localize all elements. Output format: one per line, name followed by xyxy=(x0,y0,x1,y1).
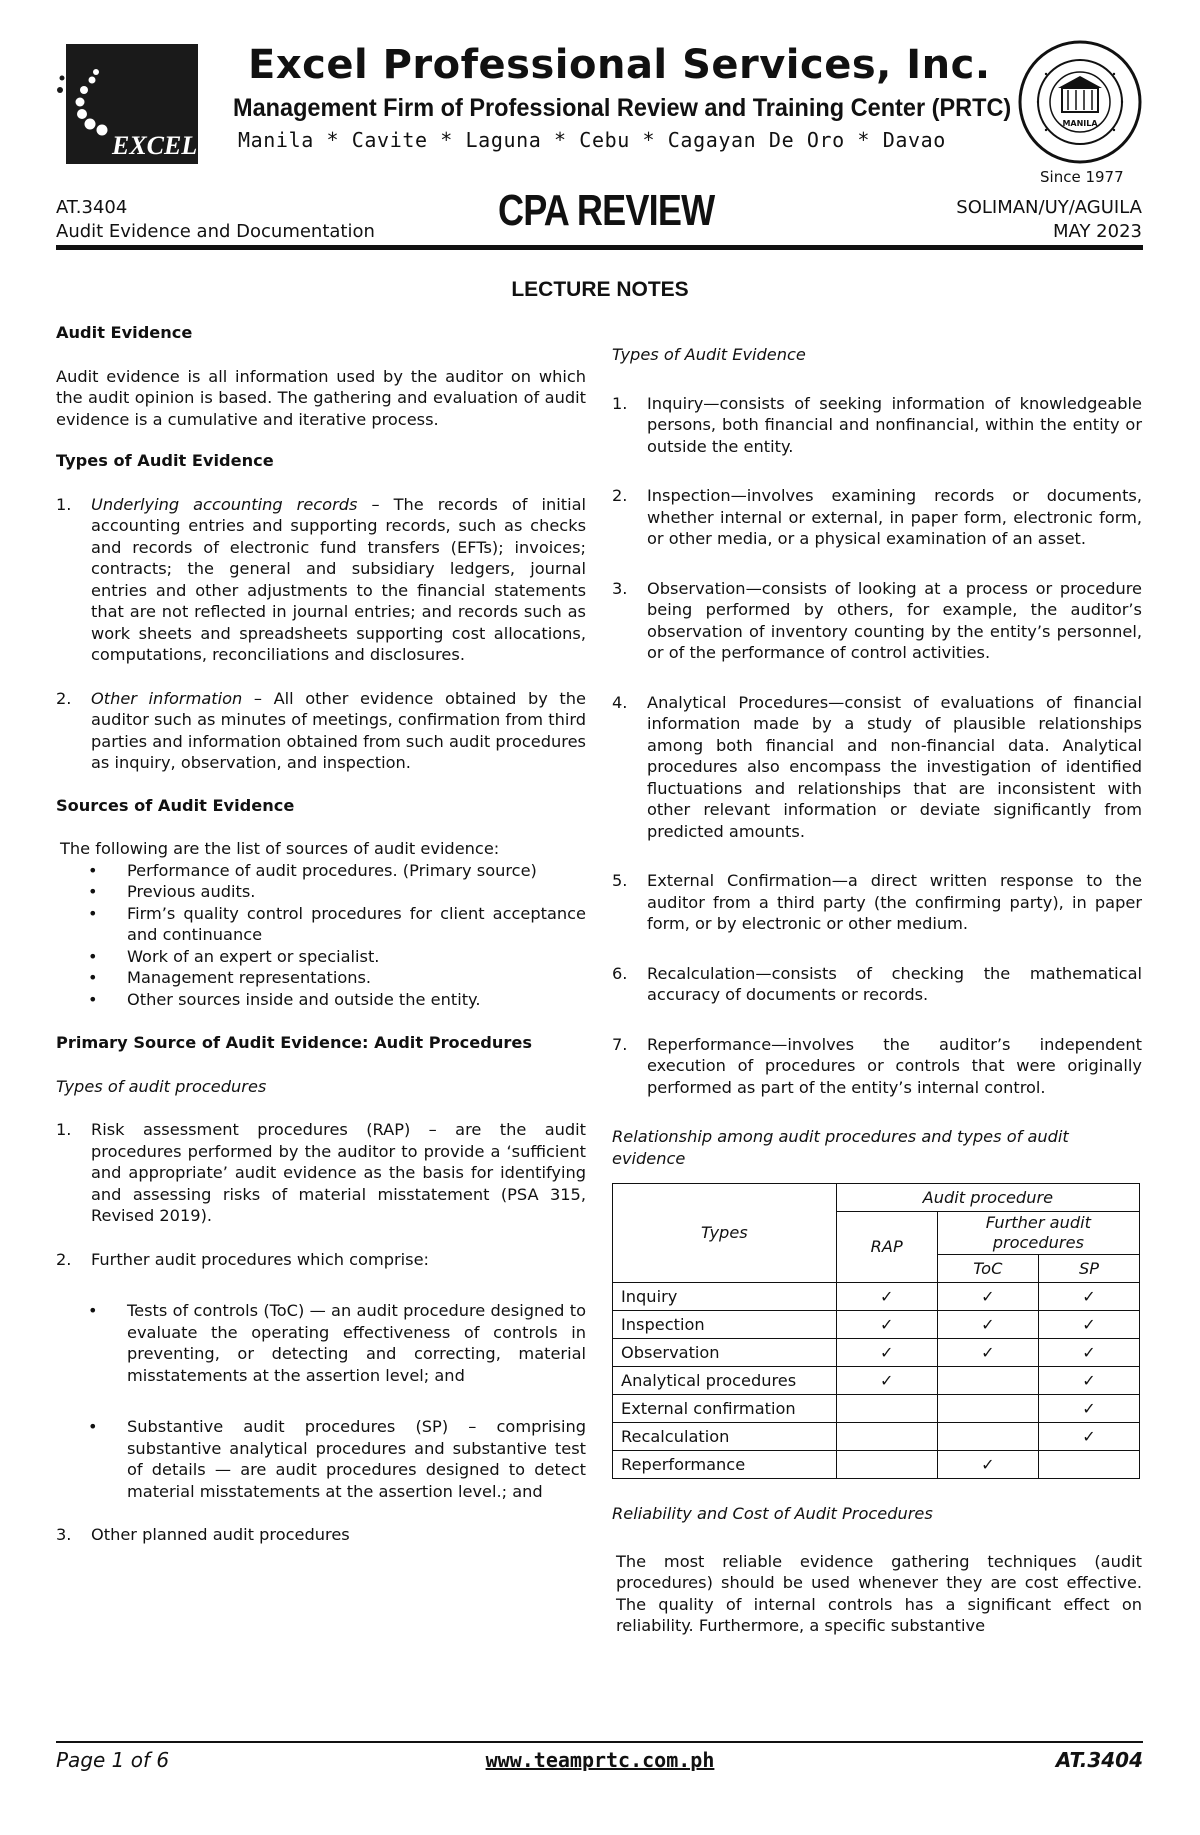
list-item: 3. Observation—consists of looking at a process or procedure being performed by others, for example, the auditor’s observation of inventory counting by the entity’s personnel, or of the performance of control activities. xyxy=(612,578,1142,662)
table-row: Inspection ✓ ✓ ✓ xyxy=(613,1311,1140,1339)
page-number: Page 1 of 6 xyxy=(56,1748,170,1772)
list-item: 6. Recalculation—consists of checking the mathematical accuracy of documents or records. xyxy=(612,963,1142,1004)
heading-primary-source: Primary Source of Audit Evidence: Audit Procedures xyxy=(56,1033,532,1052)
course-code: AT.3404 xyxy=(56,197,128,218)
list-item: • Substantive audit procedures (SP) – comprising substantive analytical procedures and substantive test of details — are audit procedures designed to detect material misstatements at the assertion level.; and xyxy=(88,1417,586,1501)
logo-text: EXCEL xyxy=(112,131,198,160)
exam-date: MAY 2023 xyxy=(1053,221,1142,242)
list-item: • Work of an expert or specialist. xyxy=(88,946,380,966)
company-name: Excel Professional Services, Inc. xyxy=(248,42,991,88)
list-item: • Tests of controls (ToC) — an audit procedure designed to evaluate the operating effectiveness of controls in preventing, or detecting and correcting, material misstatements at the assertion level; and xyxy=(88,1301,586,1385)
table-row: Recalculation ✓ xyxy=(613,1423,1140,1451)
company-subtitle: Management Firm of Professional Review and Training Center (PRTC) xyxy=(233,94,1012,122)
procedures-list xyxy=(56,1119,586,1270)
list-item: • Other sources inside and outside the entity. xyxy=(88,989,481,1009)
excel-logo xyxy=(56,44,198,164)
list-item: 2. Inspection—involves examining records or documents, whether internal or external, in paper form, electronic form, or other media, or a physical examination of an asset. xyxy=(612,486,1142,548)
table-row: Inquiry ✓ ✓ ✓ xyxy=(613,1283,1140,1311)
header-rule xyxy=(56,245,1143,250)
sources-list xyxy=(56,860,586,1011)
list-item: • Performance of audit procedures. (Primary source) xyxy=(88,860,537,880)
header-audit-procedure: Audit procedure xyxy=(836,1184,1139,1212)
reliability-paragraph: The most reliable evidence gathering techniques (audit procedures) should be used whenever they are cost effective. The quality of internal controls has a significant effect on reliability. Furthermore, a specific substantive xyxy=(616,1551,1142,1635)
company-locations: Manila * Cavite * Laguna * Cebu * Cagayan De Oro * Davao xyxy=(238,128,946,152)
heading-audit-evidence: Audit Evidence xyxy=(56,323,193,342)
type-term: Other information xyxy=(91,688,243,708)
prtc-seal xyxy=(1018,40,1142,164)
authors: SOLIMAN/UY/AGUILA xyxy=(956,197,1142,218)
table-row: External confirmation ✓ xyxy=(613,1395,1140,1423)
cpa-review-banner: CPA REVIEW xyxy=(498,186,715,235)
footer-rule xyxy=(56,1741,1143,1743)
list-item: 2. Further audit procedures which comprise: xyxy=(56,1249,430,1269)
website-link[interactable]: www.teamprtc.com.ph xyxy=(485,1748,715,1772)
further-procedures-list xyxy=(56,1300,586,1502)
intro-paragraph: Audit evidence is all information used by the auditor on which the audit opinion is based. The gathering and evaluation of audit evidence is a cumulative and iterative process. xyxy=(56,366,586,429)
list-item: 3. Other planned audit procedures xyxy=(56,1525,350,1544)
list-item: 5. External Confirmation—a direct written response to the auditor from a third party (the confirming party), in paper form, or by electronic or other medium. xyxy=(612,871,1142,933)
list-item: 4. Analytical Procedures—consist of evaluations of financial information made by a study of plausible relationships among both financial and non-financial data. Analytical procedures also encompass the investigation of identified fluctuations and relationships that are inconsistent with other relevant information or deviate significantly from predicted amounts. xyxy=(612,692,1142,841)
list-item: 2. Other information – All other evidence obtained by the auditor such as minutes of meetings, confirmation from third parties and information obtained from such audit procedures as inquiry, observation, and inspection. xyxy=(56,688,586,772)
list-item: • Firm’s quality control procedures for client acceptance and continuance xyxy=(88,903,586,944)
types-of-evidence-label: Types of Audit Evidence xyxy=(612,345,806,364)
sources-intro: The following are the list of sources of audit evidence: xyxy=(60,839,500,858)
list-item: 1. Risk assessment procedures (RAP) – are the audit procedures performed by the auditor to provide a ‘sufficient and appropriate’ audit evidence as the basis for identifying and assessing risks of material misstatement (PSA 315, Revised 2019). xyxy=(56,1120,586,1225)
list-item: • Management representations. xyxy=(88,968,372,987)
header-left xyxy=(56,196,375,244)
header-rap: RAP xyxy=(836,1212,937,1283)
footer-code: AT.3404 xyxy=(1055,1748,1143,1772)
heading-types: Types of Audit Evidence xyxy=(56,451,274,470)
list-item: • Previous audits. xyxy=(88,882,256,901)
relationship-label: Relationship among audit procedures and types of audit evidence xyxy=(612,1127,1069,1168)
since-year: Since 1977 xyxy=(1040,168,1124,186)
list-item: 1. Underlying accounting records – The records of initial accounting entries and supporting records, such as checks and records of electronic fund transfers (EFTs); invoices; contracts; the general and subsidiary ledgers, journal entries and other adjustments to the financial statements that are not reflected in journal entries; and records such as work sheets and spreadsheets supporting cost allocations, computations, reconciliations and disclosures. xyxy=(56,494,586,664)
table-row: Reperformance ✓ xyxy=(613,1451,1140,1479)
header-toc: ToC xyxy=(937,1255,1038,1283)
list-item: 1. Inquiry—consists of seeking information of knowledgeable persons, both financial and nonfinancial, within the entity or outside the entity. xyxy=(612,393,1142,456)
relationship-table xyxy=(612,1183,1140,1479)
list-item: 7. Reperformance—involves the auditor’s independent execution of procedures or controls that were originally performed as part of the entity’s internal control. xyxy=(612,1034,1142,1097)
procedures-list-cont xyxy=(56,1524,586,1546)
course-topic: Audit Evidence and Documentation xyxy=(56,221,375,242)
right-column xyxy=(612,344,1142,1637)
evidence-procedures-list xyxy=(612,393,1142,1099)
type-term: Underlying accounting records xyxy=(91,494,358,514)
heading-sources: Sources of Audit Evidence xyxy=(56,795,295,815)
types-list xyxy=(56,494,586,774)
types-of-procedures-label: Types of audit procedures xyxy=(56,1076,267,1096)
reliability-label: Reliability and Cost of Audit Procedures xyxy=(612,1504,933,1523)
left-column xyxy=(56,322,586,1546)
header-types: Types xyxy=(613,1184,837,1283)
page-title: LECTURE NOTES xyxy=(511,278,689,301)
table-row: Analytical procedures ✓ ✓ xyxy=(613,1367,1140,1395)
header-further: Further audit procedures xyxy=(937,1212,1139,1255)
svg-text:MANILA: MANILA xyxy=(1062,119,1098,128)
header-sp: SP xyxy=(1038,1255,1139,1283)
header-right xyxy=(860,196,1142,244)
table-row: Observation ✓ ✓ ✓ xyxy=(613,1339,1140,1367)
